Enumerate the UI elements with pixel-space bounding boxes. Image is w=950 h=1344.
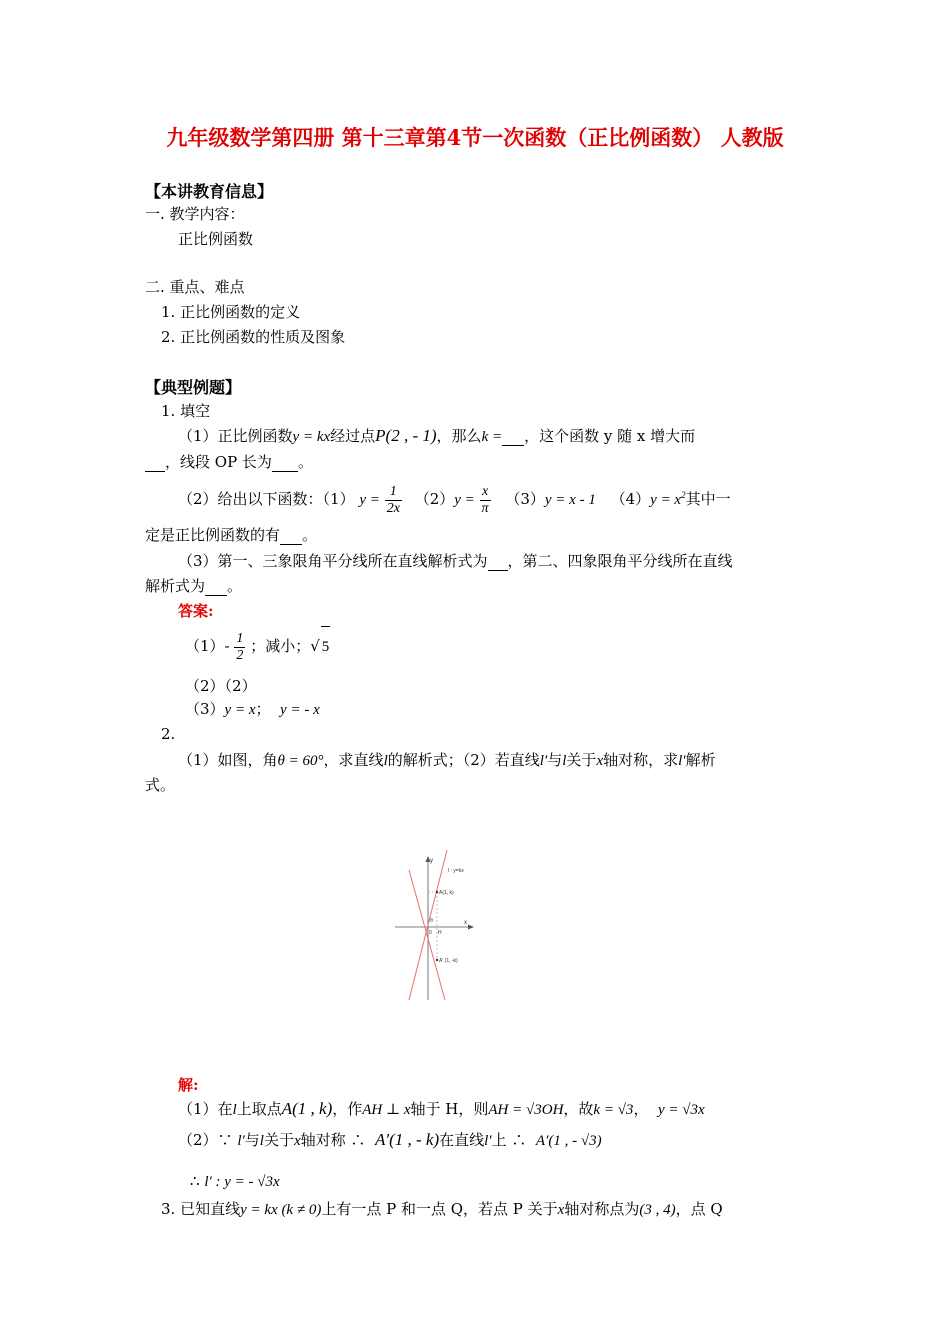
text: 轴对称，求 (603, 751, 679, 769)
answer-3 (185, 698, 320, 719)
x-axis-arrow (468, 925, 474, 930)
math-expr: y = kx (k ≠ 0) (240, 1202, 322, 1218)
math-expr: y = x (224, 702, 256, 718)
sqrt-sign: √ (310, 637, 320, 655)
fraction-den: 2 (236, 647, 244, 663)
text: （2）给出以下函数：（1） (178, 490, 355, 508)
text: （3） (505, 490, 545, 508)
math-expr: y = (359, 492, 380, 508)
text: （3）第一、三象限角平分线所在直线解析式为 (178, 552, 488, 570)
text: 轴于 H，则 (410, 1100, 489, 1118)
answer-blank (272, 453, 298, 472)
answer-label: 答案: (178, 602, 214, 620)
text: （2） (414, 490, 455, 508)
math-expr: AH = √3OH (488, 1102, 564, 1118)
text: 轴对称 ∴ (300, 1131, 366, 1149)
answer-blank (488, 552, 508, 571)
text: （1）在 (178, 1100, 233, 1118)
label-theta: θ (430, 918, 433, 924)
solution-label: 解: (178, 1076, 199, 1094)
key-item-1: 1. 正比例函数的定义 (161, 303, 301, 321)
page-title: 九年级数学第四册 第十三章第4节一次函数（正比例函数） 人教版 (166, 125, 784, 150)
coordinate-figure (390, 850, 480, 1010)
text: 解析式为 (145, 577, 206, 595)
math-expr: l′ (237, 1133, 245, 1149)
math-expr: k = √3 (593, 1102, 634, 1118)
text: （1）如图，角 (178, 751, 278, 769)
text: ，第二、四象限角平分线所在直线 (507, 552, 733, 570)
fraction (385, 484, 402, 517)
math-expr: l′ : y = - √3x (204, 1174, 280, 1190)
math-point: A′(1 , - √3) (535, 1133, 602, 1149)
q1-label: 1. 填空 (161, 402, 211, 420)
content-label: 一. 教学内容： (145, 205, 245, 223)
text: ，作 (332, 1100, 363, 1118)
examples-header: 【典型例题】 (145, 378, 242, 397)
text: 轴对称点为 (564, 1200, 640, 1218)
text: 关于 (566, 751, 597, 769)
math-expr: l (383, 753, 388, 769)
text: 上取点 (236, 1100, 282, 1118)
math-expr: y = kx (292, 429, 331, 445)
math-k: k = (481, 429, 503, 445)
text: 。 (227, 577, 243, 595)
text: 关于 (263, 1131, 294, 1149)
text: 经过点 (330, 427, 376, 445)
text: （2）∵ (178, 1131, 233, 1149)
text: 。 (302, 526, 318, 544)
fraction-num: 1 (385, 484, 402, 501)
info-header: 【本讲教育信息】 (145, 182, 274, 201)
q2-label: 2. (161, 725, 176, 743)
answer-1 (185, 626, 330, 667)
q1-part3-line1 (178, 550, 733, 571)
text: ，求直线 (323, 751, 384, 769)
text: 在直线 (439, 1131, 485, 1149)
label-origin: 0 (429, 930, 432, 936)
q3-line1 (161, 1198, 723, 1219)
q1-part1-line2 (145, 451, 313, 472)
content-value: 正比例函数 (178, 230, 254, 248)
math-expr: y = - x (280, 702, 320, 718)
label-A-prime: A′ (1, -k) (439, 958, 458, 964)
point-A (436, 891, 438, 893)
math-expr: AH ⊥ x (362, 1102, 411, 1118)
q1-part2-line2 (145, 524, 317, 545)
answer-blank (145, 453, 165, 472)
math-expr: y = x (650, 492, 682, 508)
text: 解析 (685, 751, 716, 769)
math-expr: x (557, 1202, 565, 1218)
text: （1）- (185, 637, 230, 655)
text: ，这个函数 y 随 x 增大而 (524, 427, 696, 445)
text: （3） (185, 700, 225, 718)
q2-line1 (178, 749, 716, 770)
math-expr: l (259, 1133, 264, 1149)
label-x: x (464, 920, 467, 926)
math-expr: x (596, 753, 604, 769)
text: 定是正比例函数的有 (145, 526, 281, 544)
point-A-prime (436, 959, 438, 961)
text: ，点 Q (675, 1200, 723, 1218)
solution-line-2 (178, 1125, 602, 1156)
text: ，那么 (436, 427, 482, 445)
fraction (480, 484, 491, 517)
math-expr: y = √3x (658, 1102, 705, 1118)
text: 3. 已知直线 (161, 1200, 241, 1218)
math-point: (3 , 4) (639, 1202, 676, 1218)
fraction-den: 2x (386, 500, 400, 516)
math-sup: 2 (681, 490, 686, 500)
math-point: P(2 , - 1) (375, 426, 437, 445)
math-expr: l′ (539, 753, 548, 769)
q1-part1-line1 (178, 425, 695, 446)
fraction-num: 1 (236, 630, 244, 646)
q1-part3-line2 (145, 575, 242, 596)
q2-line2: 式。 (145, 776, 176, 794)
sqrt-value: 5 (321, 626, 331, 667)
math-expr: x (293, 1133, 301, 1149)
solution-line-1 (178, 1098, 705, 1119)
text: ∴ (190, 1172, 200, 1190)
text: （1）正比例函数 (178, 427, 293, 445)
q1-part2-line1 (178, 477, 731, 518)
text: 与 (547, 751, 563, 769)
text: ， (633, 1100, 649, 1118)
text: 上有一点 P 和一点 Q，若点 P 关于 (321, 1200, 558, 1218)
math-point: A(1 , k) (281, 1099, 333, 1118)
key-label: 二. 重点、难点 (145, 278, 245, 296)
text: ； (255, 700, 271, 718)
text: 上 ∴ (491, 1131, 527, 1149)
text: ；减小； (250, 637, 311, 655)
fraction-num: x (480, 484, 491, 501)
label-H: H (438, 930, 442, 936)
math-expr: l (232, 1102, 237, 1118)
text: （4） (610, 490, 651, 508)
fraction (234, 631, 245, 664)
math-expr: l′ (484, 1133, 492, 1149)
text: ，线段 OP 长为 (165, 453, 272, 471)
label-A: A(1, k) (439, 890, 454, 896)
math-expr: θ = 60° (277, 753, 324, 769)
math-expr: y = (454, 492, 475, 508)
math-expr: l (562, 753, 567, 769)
text: 的解析式；（2）若直线 (387, 751, 540, 769)
text: 。 (297, 453, 313, 471)
math-point: A′(1 , - k) (374, 1130, 440, 1149)
answer-blank (502, 427, 524, 446)
key-item-2: 2. 正比例函数的性质及图象 (161, 328, 346, 346)
label-line-l: l : y=kx (448, 868, 464, 874)
text: 与 (244, 1131, 260, 1149)
math-expr: l′ (678, 753, 686, 769)
math-expr: y = x - 1 (544, 492, 596, 508)
solution-line-3 (190, 1172, 280, 1191)
text: 其中一 (685, 490, 731, 508)
fraction-den: π (481, 500, 489, 516)
answer-blank (280, 526, 302, 545)
answer-blank (205, 577, 227, 596)
label-y: y (430, 858, 433, 864)
text: ，故 (563, 1100, 594, 1118)
answer-2: （2）（2） (185, 677, 257, 695)
